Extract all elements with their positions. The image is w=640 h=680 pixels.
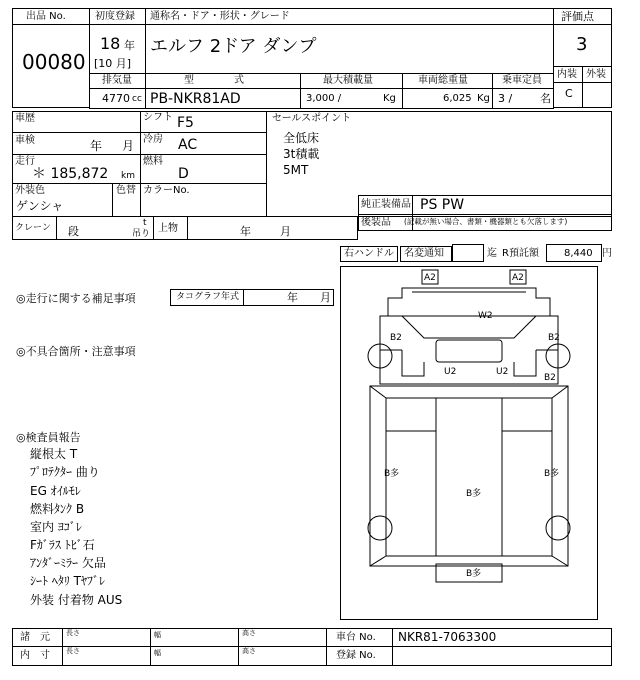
ac-value: AC: [178, 137, 198, 153]
gross-weight-unit: Kg: [477, 93, 490, 104]
lot-number: 00080: [22, 50, 86, 74]
upper-body-year: 年: [240, 225, 251, 238]
length-label: 長さ: [66, 629, 80, 637]
damage-mark-b-many-rear: B多: [466, 569, 482, 579]
sales-point-2: 3t積載: [283, 147, 320, 161]
factory-equip-label: 純正装備品: [361, 199, 411, 210]
upper-body-month: 月: [280, 225, 291, 238]
mileage-label: 走行: [15, 156, 35, 167]
car-name: エルフ 2ドア ダンプ: [150, 36, 317, 57]
shift-value: F5: [177, 115, 194, 131]
inspector-note-3: EG ｵｲﾙﾓﾚ: [30, 484, 81, 498]
inspector-note-8: ｼｰﾄ ﾍﾀﾘ Tﾔﾌﾞﾚ: [30, 574, 105, 588]
inspector-label: ◎検査員報告: [16, 431, 81, 444]
inspector-note-9: 外装 付着物 AUS: [30, 593, 123, 607]
fuel-label: 燃料: [143, 156, 163, 167]
recycle-value: 8,440: [564, 248, 593, 259]
crane-box: [12, 216, 358, 240]
reg-year-unit: 年: [124, 39, 135, 52]
damage-mark-u2-left: U2: [444, 367, 457, 377]
first-reg-label: 初度登録: [95, 11, 135, 22]
tacho-year: 年: [287, 291, 298, 304]
inspector-note-1: 縦根太 T: [30, 447, 78, 461]
interior-height-label: 高さ: [242, 647, 256, 655]
inspector-note-7: ｱﾝﾀﾞｰﾐﾗｰ 欠品: [30, 556, 106, 570]
displacement-unit: cc: [132, 94, 142, 104]
exterior-color-label: 外装色: [15, 185, 45, 196]
factory-equip-value: PS PW: [420, 197, 465, 213]
interior-length-label: 長さ: [66, 647, 80, 655]
inspection-month: 月: [122, 139, 135, 153]
displacement-label: 排気量: [102, 75, 132, 86]
damage-mark-b2-left: B2: [390, 333, 402, 343]
sales-point-label: セールスポイント: [272, 113, 352, 124]
history-label: 車歴: [15, 113, 35, 124]
max-load-value: 3,000 /: [306, 93, 342, 104]
interior-width-label: 幅: [154, 649, 161, 657]
sales-point-3: 5MT: [283, 163, 309, 177]
max-load-label: 最大積載量: [323, 75, 373, 86]
lot-label: 出品 No.: [26, 11, 66, 22]
width-label: 幅: [154, 631, 161, 639]
fuel-value: D: [178, 166, 189, 182]
gross-weight-value: 6,025: [443, 93, 472, 104]
inspection-year: 年: [90, 139, 103, 153]
crane-lift: 吊り: [132, 229, 151, 239]
aftermarket-label: 後装品: [361, 217, 391, 228]
crane-stage: 段: [68, 225, 79, 238]
defects-label: ◎不具合箇所・注意事項: [16, 345, 136, 358]
inspector-note-5: 室内 ﾖｺﾞﾚ: [30, 520, 82, 534]
damage-mark-b2-right: B2: [548, 333, 560, 343]
reg-month: [10 月]: [94, 57, 132, 70]
mileage-value: ＊ 185,872: [32, 166, 109, 182]
damage-mark-b2-right-lower: B2: [544, 373, 556, 383]
damage-mark-a2-right: A2: [512, 273, 524, 283]
inspection-label: 車検: [15, 135, 35, 146]
damage-mark-b-many-left: B多: [384, 469, 400, 479]
damage-mark-w2: W2: [478, 311, 493, 321]
crane-label: クレーン: [15, 223, 51, 233]
damage-mark-a2-left: A2: [424, 273, 436, 283]
registration-label: 登録 No.: [336, 650, 376, 661]
capacity-label: 乗車定員: [502, 75, 542, 86]
rhd-label: 右ハンドル: [344, 248, 394, 259]
inspector-note-4: 燃料ﾀﾝｸ B: [30, 502, 85, 516]
capacity-unit: 名: [540, 92, 551, 105]
interior-dims-label: 内 寸: [20, 650, 50, 661]
color-code-label: カラーNo.: [143, 185, 190, 196]
height-label: 高さ: [242, 629, 256, 637]
interior-grade-value: C: [565, 87, 573, 100]
model-label: 型 式: [184, 75, 244, 86]
aftermarket-note: (記載が無い場合、書類・機器類とも欠落します): [404, 217, 568, 226]
model-value: PB-NKR81AD: [150, 91, 241, 107]
fee-prefix: 迄: [487, 248, 497, 259]
truck-damage-diagram: [340, 266, 598, 620]
recycle-unit: 円: [602, 248, 612, 259]
tacho-label: タコグラフ年式: [176, 292, 240, 302]
name-label: 通称名・ドア・形状・グレード: [150, 11, 290, 22]
reg-year: 18: [100, 34, 121, 53]
displacement-value: 4770: [102, 92, 130, 105]
recycle-label: R預託額: [502, 248, 539, 259]
damage-mark-b-many-right: B多: [544, 469, 560, 479]
chassis-value: NKR81-7063300: [398, 630, 497, 644]
inspector-note-2: ﾌﾟﾛﾃｸﾀｰ 曲り: [30, 465, 100, 479]
chassis-label: 車台 No.: [336, 632, 376, 643]
gross-weight-label: 車両総重量: [418, 75, 468, 86]
footer-box: [12, 628, 612, 666]
exterior-grade-label: 外装: [586, 69, 606, 80]
max-load-unit: Kg: [383, 93, 396, 104]
mileage-unit: km: [121, 171, 135, 181]
ac-label: 冷房: [143, 134, 163, 145]
upper-body-label: 上物: [158, 223, 178, 234]
score-label: 評価点: [561, 10, 594, 23]
name-change-date-box: [452, 244, 484, 262]
score-value: 3: [576, 34, 588, 55]
crane-tonnage: t: [143, 218, 147, 228]
tacho-month: 月: [320, 291, 331, 304]
exterior-color-value: ゲンシャ: [16, 199, 64, 213]
driving-notes-label: ◎走行に関する補足事項: [16, 292, 136, 305]
dims-label: 諸 元: [20, 632, 50, 643]
capacity-value: 3 /: [498, 92, 513, 105]
interior-grade-label: 内装: [557, 69, 577, 80]
damage-mark-u2-right: U2: [496, 367, 509, 377]
shift-label: シフト: [143, 112, 173, 123]
sales-point-1: 全低床: [283, 131, 320, 145]
color-change-label: 色替: [116, 185, 136, 196]
inspector-note-6: Fｶﾞﾗｽ ﾄﾋﾞ石: [30, 538, 95, 552]
name-change-label: 名変通知: [404, 248, 444, 259]
damage-mark-b-many-bed: B多: [466, 489, 482, 499]
